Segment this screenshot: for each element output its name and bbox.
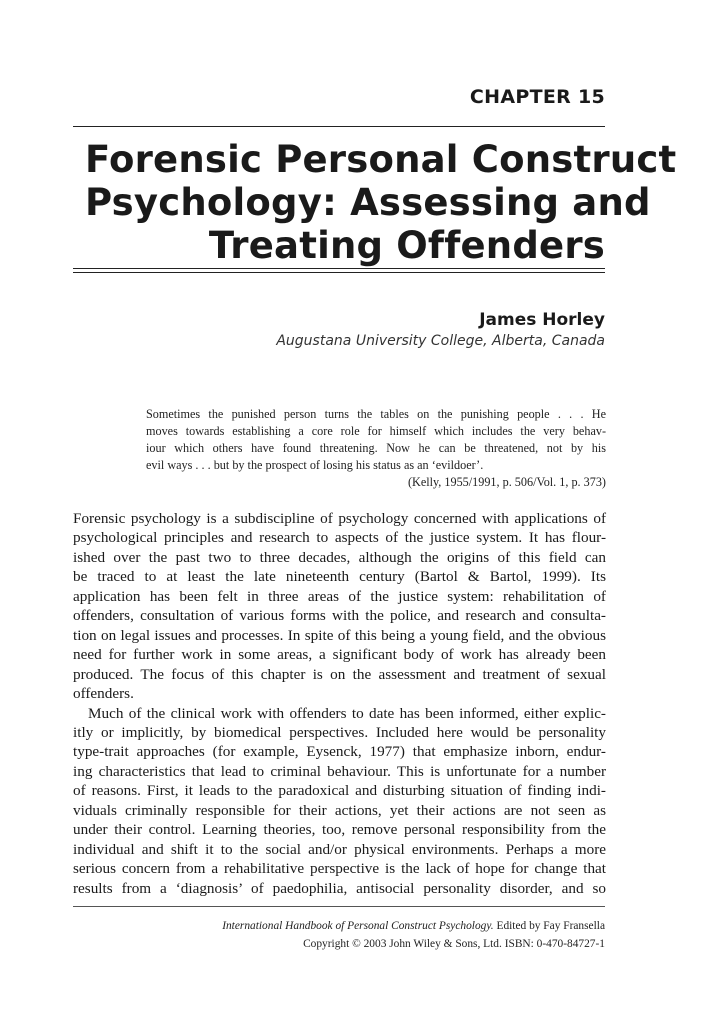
footer-editor: Edited by Fay Fransella xyxy=(493,920,605,932)
body-text xyxy=(73,509,606,898)
body-line: under their control. Learning theories, too, remove personal responsibility from the xyxy=(73,821,606,839)
footer-book-title: International Handbook of Personal Construct Psychology. xyxy=(222,920,494,932)
title-line: Psychology: Assessing and xyxy=(85,181,651,224)
body-line: offenders. xyxy=(73,685,134,703)
body-line: produced. The focus of this chapter is on the assessment and treatment of sexual xyxy=(73,665,606,683)
body-line: ished over the past two to three decades, although the origins of this field can xyxy=(73,548,606,566)
body-line: viduals criminally responsible for their actions, yet their actions are not seen as xyxy=(73,801,606,819)
footer-copyright: Copyright © 2003 John Wiley & Sons, Ltd. ISBN: 0-470-84727-1 xyxy=(303,938,605,950)
body-line: Much of the clinical work with offenders to date has been informed, either explic- xyxy=(88,704,606,722)
body-line: tion on legal issues and processes. In spite of this being a young field, and the obvious xyxy=(73,626,606,644)
body-line: offenders, consultation of various forms with the police, and research and consulta- xyxy=(73,607,606,625)
epigraph-citation: (Kelly, 1955/1991, p. 506/Vol. 1, p. 373) xyxy=(407,475,606,489)
body-line: need for further work in some areas, a significant body of work has already been xyxy=(73,646,606,664)
title-line: Treating Offenders xyxy=(208,224,605,267)
body-line: be traced to at least the late nineteenth century (Bartol & Bartol, 1999). Its xyxy=(73,568,606,586)
chapter-title xyxy=(85,138,677,267)
footer-rule xyxy=(73,906,605,907)
epigraph-line: moves towards establishing a core role for himself which includes the very behav- xyxy=(146,424,606,438)
top-rule xyxy=(73,126,605,127)
body-line: serious concern from a rehabilitative perspective is the lack of hope for change that xyxy=(73,860,606,878)
author-name: James Horley xyxy=(479,310,605,330)
author-affiliation: Augustana University College, Alberta, Canada xyxy=(276,333,605,349)
chapter-label: CHAPTER 15 xyxy=(469,86,605,108)
body-line: results from a ‘diagnosis’ of paedophilia, antisocial personality disorder, and so xyxy=(73,879,606,897)
footer-line-book xyxy=(222,917,605,935)
body-line: individual and shift it to the social and/or physical environments. Perhaps a more xyxy=(73,840,606,858)
epigraph-line: iour which others have found threatening. Now he can be threatened, not by his xyxy=(146,441,606,455)
body-line: type-trait approaches (for example, Eysenck, 1977) that emphasize inborn, endur- xyxy=(73,743,606,761)
body-line: application has been felt in three areas of the justice system: rehabilitation of xyxy=(73,587,606,605)
epigraph xyxy=(146,406,606,491)
epigraph-line: evil ways . . . but by the prospect of losing his status as an ‘evildoer’. xyxy=(146,458,484,472)
body-line: Forensic psychology is a subdiscipline of psychology concerned with applications of xyxy=(73,510,606,527)
body-line: itly or implicitly, by biomedical perspectives. Included here would be personality xyxy=(73,723,606,741)
epigraph-line: Sometimes the punished person turns the tables on the punishing people . . . He xyxy=(146,407,606,421)
title-line: Forensic Personal Construct xyxy=(85,138,677,181)
copyright-footer xyxy=(222,917,605,953)
title-double-rule xyxy=(73,268,605,273)
body-line: ing characteristics that lead to criminal behaviour. This is unfortunate for a number xyxy=(73,762,606,780)
body-line: psychological principles and research to aspects of the justice system. It has flour- xyxy=(73,529,606,547)
body-line: of reasons. First, it leads to the paradoxical and disturbing situation of finding indi- xyxy=(73,782,606,800)
